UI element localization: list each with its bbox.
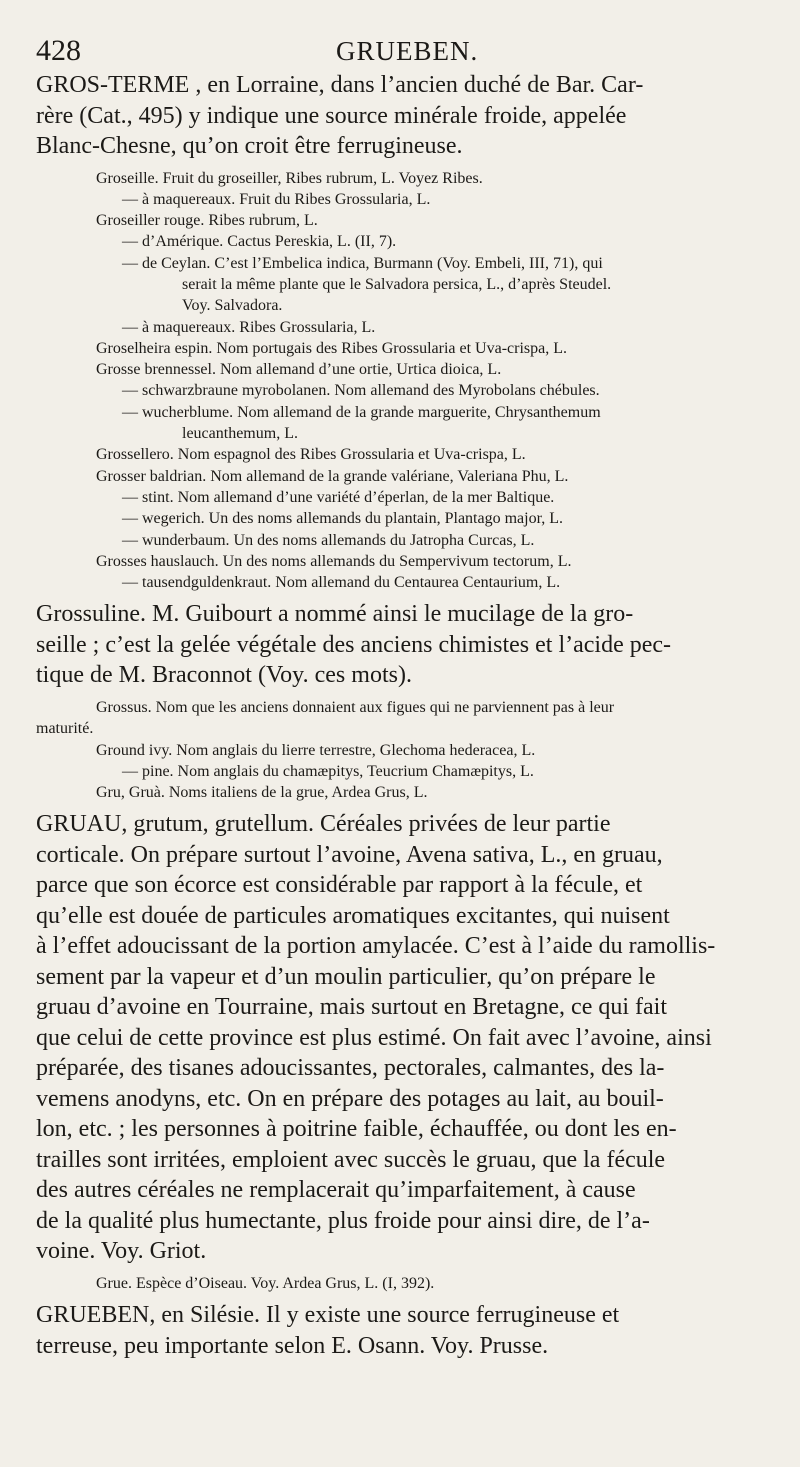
entry-groselheira [36,338,774,359]
entry-ground-ivy [36,740,774,761]
entry-line: GROS-TERME , en Lorraine, dans l’ancien duché de Bar. Car- [36,72,644,98]
entry-tausendguldenkraut [36,572,774,593]
entry-groseiller-maquereaux [36,317,774,338]
entry-line: — pine. Nom anglais du chamæpitys, Teucrium Chamæpitys, L. [122,762,534,780]
entry-gru [36,782,774,803]
entry-line: Grossuline. M. Guibourt a nommé ainsi le mucilage de la gro- [36,601,634,628]
entry-gruau [36,809,774,1267]
entry-line: rère (Cat., 495) y indique une source minérale froide, appelée [36,102,627,129]
entry-line: sement par la vapeur et d’un moulin particulier, qu’on prépare le [36,963,656,990]
entry-line: GRUAU, grutum, grutellum. Céréales privées de leur partie [36,811,611,838]
entry-grosser-baldrian [36,466,774,487]
entry-line: Groseille. Fruit du groseiller, Ribes rubrum, L. Voyez Ribes. [96,169,483,187]
entry-line: lon, etc. ; les personnes à poitrine faible, échauffée, ou dont les en- [36,1116,677,1143]
entry-line: voine. Voy. Griot. [36,1238,207,1265]
entry-line: gruau d’avoine en Tourraine, mais surtout en Bretagne, ce qui fait [36,994,667,1021]
entry-grue [36,1273,774,1294]
entry-line: Blanc-Chesne, qu’on croit être ferrugineuse. [36,133,463,159]
running-head: GRUEBEN. [336,36,479,66]
entry-line: — de Ceylan. C’est l’Embelica indica, Burmann (Voy. Embeli, III, 71), qui [122,254,603,272]
entry-line: — wucherblume. Nom allemand de la grande marguerite, Chrysanthemum [122,403,601,421]
entry-line: — schwarzbraune myrobolanen. Nom allemand des Myrobolans chébules. [122,382,600,400]
entry-line: Groseiller rouge. Ribes rubrum, L. [96,212,318,230]
entry-line: — stint. Nom allemand d’une variété d’éperlan, de la mer Baltique. [122,488,555,506]
entry-schwarzbraune [36,380,774,401]
entry-line: Grosses hauslauch. Un des noms allemands du Sempervivum tectorum, L. [96,552,572,570]
entry-line: vemens anodyns, etc. On en prépare des potages au lait, au bouil- [36,1085,664,1112]
entry-ground-pine [36,761,774,782]
entry-groseille [36,168,774,189]
entry-gros-terme [36,70,774,162]
entry-line: des autres céréales ne remplacerait qu’imparfaitement, à cause [36,1177,636,1204]
entry-line: Voy. Salvadora. [182,297,283,315]
entry-line: terreuse, peu importante selon E. Osann. Voy. Prusse. [36,1332,549,1359]
entry-line: Grossellero. Nom espagnol des Ribes Grossularia et Uva-crispa, L. [96,446,526,464]
entry-grossus [36,697,774,740]
entry-line: Grosse brennessel. Nom allemand d’une ortie, Urtica dioica, L. [96,361,502,379]
entry-line: Grossus. Nom que les anciens donnaient aux figues qui ne parviennent pas à leur [96,698,615,716]
entry-line: tique de M. Braconnot (Voy. ces mots). [36,662,412,689]
entry-line: préparée, des tisanes adoucissantes, pectorales, calmantes, des la- [36,1055,665,1082]
entry-wegerich [36,508,774,529]
entry-line: de la qualité plus humectante, plus froide pour ainsi dire, de l’a- [36,1207,650,1234]
entry-line: GRUEBEN, en Silésie. Il y existe une source ferrugineuse et [36,1302,620,1329]
entry-line: Ground ivy. Nom anglais du lierre terrestre, Glechoma hederacea, L. [96,741,536,759]
entry-line: que celui de cette province est plus estimé. On fait avec l’avoine, ainsi [36,1024,712,1051]
entry-line: — à maquereaux. Ribes Grossularia, L. [122,318,376,336]
entry-line: seille ; c’est la gelée végétale des anciens chimistes et l’acide pec- [36,631,672,658]
entry-line: Gru, Gruà. Noms italiens de la grue, Ardea Grus, L. [96,784,428,802]
entry-groseiller-amerique [36,231,774,252]
entry-line: qu’elle est douée de particules aromatiques excitantes, qui nuisent [36,902,670,929]
entry-line: corticale. On prépare surtout l’avoine, Avena sativa, L., en gruau, [36,841,663,868]
entry-grossuline [36,599,774,691]
entry-line: — d’Amérique. Cactus Pereskia, L. (II, 7). [122,233,397,251]
entry-wucherblume [36,402,774,445]
entry-stint [36,487,774,508]
entry-grosses-hauslauch [36,551,774,572]
page-header [36,28,774,70]
entry-line: Groselheira espin. Nom portugais des Ribes Grossularia et Uva-crispa, L. [96,339,567,357]
entry-line: à l’effet adoucissant de la portion amylacée. C’est à l’aide du ramollis- [36,933,716,960]
entry-line: parce que son écorce est considérable par rapport à la fécule, et [36,872,643,899]
entry-wunderbaum [36,530,774,551]
page-number: 428 [36,34,81,67]
entry-groseille-maquereaux [36,189,774,210]
entry-groseiller-rouge [36,210,774,231]
entry-line: — à maquereaux. Fruit du Ribes Grossularia, L. [122,190,431,208]
entry-line: — tausendguldenkraut. Nom allemand du Centaurea Centaurium, L. [122,574,561,592]
entry-groseiller-ceylan [36,253,774,317]
entries-list [36,70,774,1361]
entry-grosse-brennessel [36,359,774,380]
entry-line: — wunderbaum. Un des noms allemands du Jatropha Curcas, L. [122,531,535,549]
entry-line: Grue. Espèce d’Oiseau. Voy. Ardea Grus, L. (I, 392). [96,1274,435,1292]
entry-line: maturité. [36,720,94,738]
entry-line: leucanthemum, L. [182,425,298,443]
entry-line: serait la même plante que le Salvadora persica, L., d’après Steudel. [182,275,612,293]
entry-line: Grosser baldrian. Nom allemand de la grande valériane, Valeriana Phu, L. [96,467,569,485]
entry-grueben [36,1300,774,1361]
entry-line: trailles sont irritées, emploient avec succès le gruau, que la fécule [36,1146,666,1173]
entry-line: — wegerich. Un des noms allemands du plantain, Plantago major, L. [122,510,564,528]
entry-grosellero [36,444,774,465]
